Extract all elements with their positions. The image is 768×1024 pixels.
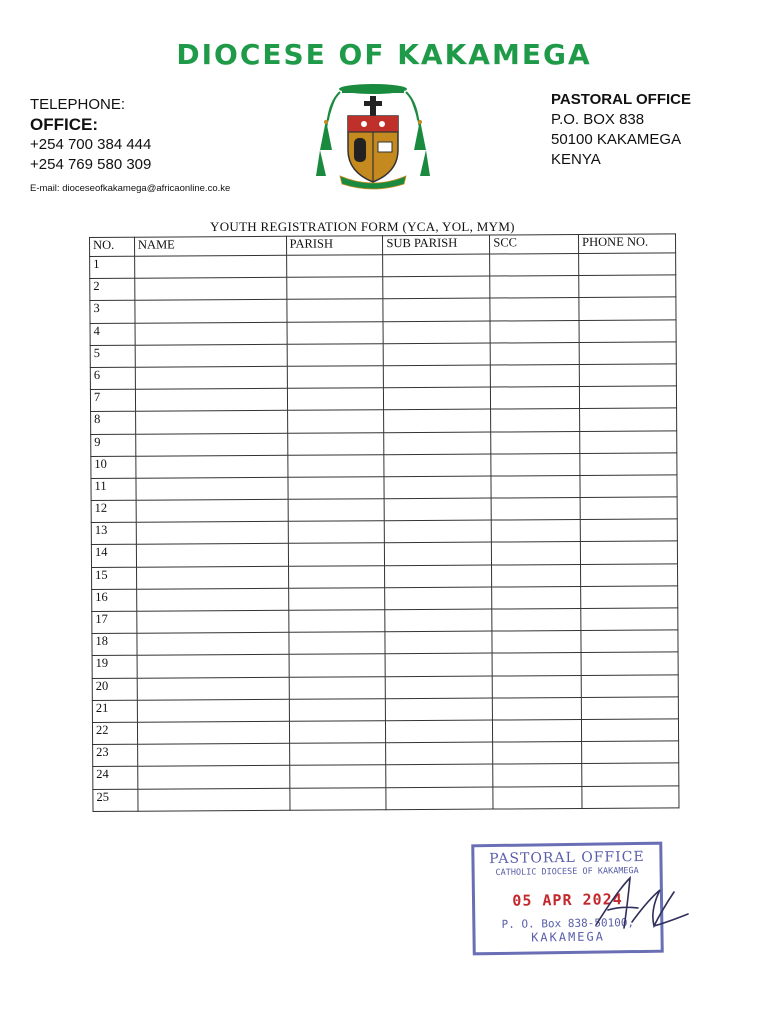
row-number-cell: 3 [90,301,135,323]
row-number-cell: 18 [92,633,137,655]
parish-cell[interactable] [288,499,385,522]
name-cell[interactable] [135,366,287,389]
sub-parish-cell[interactable] [386,676,493,699]
name-cell[interactable] [137,677,289,700]
phone-cell[interactable] [580,541,677,564]
row-number-cell: 9 [91,434,136,456]
name-cell[interactable] [138,788,290,811]
name-cell[interactable] [138,766,290,789]
name-cell[interactable] [137,721,289,744]
sub-parish-cell[interactable] [383,321,490,344]
sub-parish-cell[interactable] [385,498,492,521]
parish-cell[interactable] [286,299,383,322]
scc-cell[interactable] [492,675,581,698]
row-number-cell: 10 [91,456,136,478]
row-number-cell: 2 [90,278,135,300]
phone-cell[interactable] [579,275,676,298]
sub-parish-cell[interactable] [385,587,492,610]
phone-cell[interactable] [581,608,678,631]
scc-cell[interactable] [491,387,580,410]
signature-icon [588,870,698,940]
name-cell[interactable] [135,388,287,411]
name-cell[interactable] [137,610,289,633]
sub-parish-cell[interactable] [385,631,492,654]
letterhead-title: DIOCESE OF KAKAMEGA [176,38,592,71]
parish-cell[interactable] [287,410,384,433]
stamp-town-line: KAKAMEGA [531,929,606,945]
parish-cell[interactable] [289,632,386,655]
row-number-cell: 15 [92,567,137,589]
sub-parish-cell[interactable] [384,476,491,499]
scc-cell[interactable] [492,631,581,654]
scc-cell[interactable] [492,542,581,565]
sub-parish-cell[interactable] [386,698,493,721]
sub-parish-cell[interactable] [384,409,491,432]
table-row [93,785,679,811]
parish-cell[interactable] [289,676,386,699]
parish-cell[interactable] [289,787,386,810]
row-number-cell: 4 [90,323,135,345]
parish-cell[interactable] [289,743,386,766]
phone-cell[interactable] [582,719,679,742]
scc-cell[interactable] [491,453,580,476]
registration-table [89,233,679,811]
scc-cell[interactable] [491,409,580,432]
name-cell[interactable] [135,255,287,278]
phone-cell[interactable] [580,497,677,520]
phone-cell[interactable] [582,741,679,764]
name-cell[interactable] [136,499,288,522]
name-cell[interactable] [136,566,288,589]
name-cell[interactable] [137,632,289,655]
phone-cell[interactable] [580,519,677,542]
address-line-3: KENYA [551,151,601,168]
parish-cell[interactable] [289,654,386,677]
sub-parish-cell[interactable] [385,520,492,543]
scc-cell[interactable] [493,742,582,765]
office-label: OFFICE: [30,115,98,134]
row-number-cell: 6 [90,367,135,389]
sub-parish-cell[interactable] [384,432,491,455]
sub-parish-cell[interactable] [384,454,491,477]
phone-cell[interactable] [580,453,677,476]
stamp-diocese-line: CATHOLIC DIOCESE OF KAKAMEGA [495,866,639,879]
row-number-cell: 22 [92,722,137,744]
name-cell[interactable] [136,544,288,567]
sub-parish-cell[interactable] [384,387,491,410]
name-cell[interactable] [136,522,288,545]
email-address: E-mail: dioceseofkakamega@africaonline.co.ke [30,183,231,194]
row-number-cell: 12 [91,500,136,522]
sub-parish-cell[interactable] [383,254,490,277]
parish-cell[interactable] [287,432,384,455]
phone-cell[interactable] [579,342,676,365]
scc-cell[interactable] [492,586,581,609]
scc-cell[interactable] [493,764,582,787]
column-header-sub-parish: SUB PARISH [383,235,490,255]
sub-parish-cell[interactable] [386,787,493,810]
row-number-cell: 24 [93,767,138,789]
parish-cell[interactable] [287,366,384,389]
address-line-1: P.O. BOX 838 [551,111,645,128]
parish-cell[interactable] [288,610,385,633]
sub-parish-cell[interactable] [384,343,491,366]
phone-cell[interactable] [581,564,678,587]
name-cell[interactable] [136,411,288,434]
row-number-cell: 11 [91,478,136,500]
name-cell[interactable] [135,344,287,367]
scc-cell[interactable] [493,786,582,809]
sub-parish-cell[interactable] [385,542,492,565]
phone-cell[interactable] [579,297,676,320]
phone-cell[interactable] [579,319,676,342]
table-body [90,253,679,811]
parish-cell[interactable] [289,765,386,788]
stamp-address-line: P. O. Box 838-50100, [501,916,635,931]
name-cell[interactable] [137,655,289,678]
address-line-2: 50100 KAKAMEGA [551,131,682,148]
scc-cell[interactable] [493,719,582,742]
sub-parish-cell[interactable] [385,565,492,588]
scc-cell[interactable] [492,520,581,543]
scc-cell[interactable] [492,609,581,632]
row-number-cell: 7 [90,389,135,411]
name-cell[interactable] [135,277,287,300]
parish-cell[interactable] [286,277,383,300]
row-number-cell: 14 [91,545,136,567]
parish-cell[interactable] [288,521,385,544]
scc-cell[interactable] [490,298,579,321]
sub-parish-cell[interactable] [385,609,492,632]
phone-cell[interactable] [579,364,676,387]
row-number-cell: 13 [91,522,136,544]
row-number-cell: 23 [93,744,138,766]
name-cell[interactable] [137,699,289,722]
scc-cell[interactable] [491,431,580,454]
sub-parish-cell[interactable] [383,276,490,299]
scc-cell[interactable] [490,254,579,277]
sub-parish-cell[interactable] [386,720,493,743]
name-cell[interactable] [136,477,288,500]
sub-parish-cell[interactable] [383,298,490,321]
contact-block-right [551,90,691,170]
sub-parish-cell[interactable] [386,764,493,787]
stamp-date: 05 APR 2024 [512,890,623,910]
parish-cell[interactable] [288,477,385,500]
scc-cell[interactable] [491,498,580,521]
pastoral-office-heading: PASTORAL OFFICE [551,91,692,108]
sub-parish-cell[interactable] [384,365,491,388]
scc-cell[interactable] [491,475,580,498]
phone-cell[interactable] [582,785,679,808]
phone-cell[interactable] [580,386,677,409]
parish-cell[interactable] [287,343,384,366]
phone-cell[interactable] [580,430,677,453]
sub-parish-cell[interactable] [386,653,493,676]
column-header-parish: PARISH [286,236,383,256]
row-number-cell: 5 [90,345,135,367]
row-number-cell: 1 [90,256,135,278]
phone-cell[interactable] [582,763,679,786]
column-header-scc: SCC [490,235,579,255]
stamp-office-line: PASTORAL OFFICE [489,848,645,868]
phone-cell[interactable] [581,586,678,609]
parish-cell[interactable] [287,454,384,477]
parish-cell[interactable] [288,588,385,611]
column-header-phone: PHONE NO. [579,234,676,254]
contact-block-left [30,95,230,199]
scc-cell[interactable] [490,342,579,365]
row-number-cell: 21 [92,700,137,722]
name-cell[interactable] [136,433,288,456]
scc-cell[interactable] [490,320,579,343]
phone-cell[interactable] [581,652,678,675]
name-cell[interactable] [135,300,287,323]
name-cell[interactable] [136,455,288,478]
parish-cell[interactable] [288,543,385,566]
name-cell[interactable] [135,322,287,345]
form-title: YOUTH REGISTRATION FORM (YCA, YOL, MYM) [210,219,515,234]
row-number-cell: 8 [91,412,136,434]
row-number-cell: 19 [92,656,137,678]
scc-cell[interactable] [491,364,580,387]
sub-parish-cell[interactable] [386,742,493,765]
phone-cell[interactable] [580,475,677,498]
row-number-cell: 20 [92,678,137,700]
parish-cell[interactable] [286,255,383,278]
column-header-name: NAME [134,236,286,256]
phone-cell[interactable] [579,253,676,276]
parish-cell[interactable] [287,388,384,411]
row-number-cell: 16 [92,589,137,611]
parish-cell[interactable] [287,321,384,344]
scc-cell[interactable] [490,276,579,299]
parish-cell[interactable] [289,698,386,721]
phone-cell[interactable] [580,408,677,431]
phone-number-2: +254 769 580 309 [30,156,152,173]
telephone-label: TELEPHONE: [30,96,126,113]
scc-cell[interactable] [492,653,581,676]
phone-cell[interactable] [581,697,678,720]
name-cell[interactable] [137,588,289,611]
parish-cell[interactable] [289,721,386,744]
row-number-cell: 25 [93,789,138,811]
scc-cell[interactable] [493,697,582,720]
column-header-no: NO. [90,237,135,256]
phone-cell[interactable] [581,630,678,653]
row-number-cell: 17 [92,611,137,633]
diocese-crest-icon [312,80,434,192]
scc-cell[interactable] [492,564,581,587]
phone-cell[interactable] [581,674,678,697]
parish-cell[interactable] [288,565,385,588]
phone-number-1: +254 700 384 444 [30,136,152,153]
name-cell[interactable] [138,743,290,766]
